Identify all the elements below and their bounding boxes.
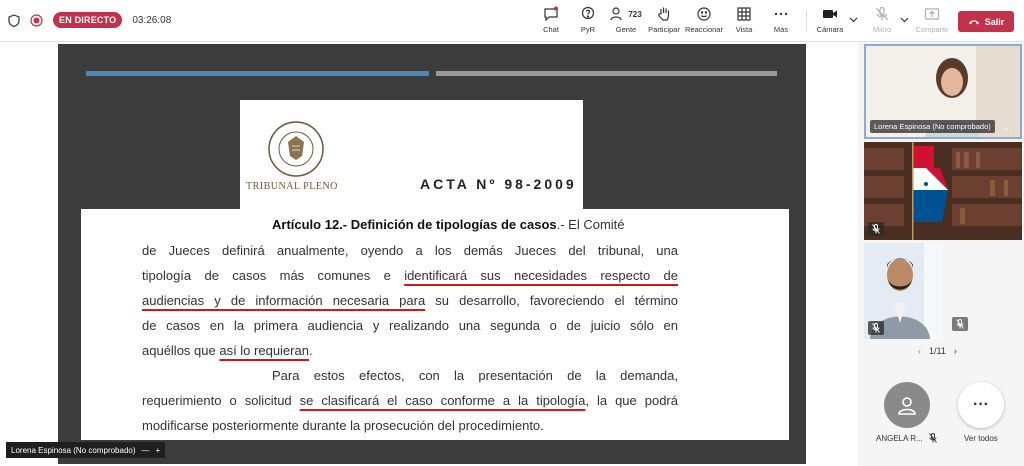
minimize-icon[interactable]: — — [141, 445, 150, 455]
person-icon — [896, 394, 918, 416]
doc-line-6: aquéllos que así lo requieran. — [142, 343, 313, 358]
qa-icon — [580, 6, 596, 22]
phone-hangup-icon — [968, 18, 980, 26]
slide-progress-bar — [86, 71, 429, 76]
record-icon — [30, 14, 43, 27]
page-indicator: 1/11 — [929, 346, 946, 356]
add-icon[interactable]: + — [155, 445, 161, 455]
people-button[interactable]: 723 Gente — [606, 6, 646, 38]
camera-icon — [822, 6, 838, 22]
more-icon — [773, 6, 789, 22]
view-all-button[interactable] — [958, 382, 1004, 428]
smile-icon — [696, 6, 712, 22]
chat-icon — [543, 6, 559, 22]
doc-line-8: requerimiento o solicitud se clasificará el caso conforme a la tipología, la que podrá — [142, 393, 678, 408]
court-seal-icon — [262, 120, 330, 178]
meeting-toolbar — [0, 0, 1024, 42]
chevron-down-icon[interactable] — [849, 17, 858, 23]
react-button[interactable]: Reaccionar — [684, 6, 724, 38]
doc-line-4: audiencias y de información necesaria para su desarrollo, favoreciendo el término — [142, 293, 678, 308]
mic-button[interactable]: Micro — [862, 6, 902, 38]
shield-icon — [8, 14, 20, 27]
live-badge: EN DIRECTO — [53, 12, 122, 28]
more-icon[interactable]: ··· — [1003, 123, 1012, 133]
chat-button[interactable]: Chat — [531, 6, 571, 38]
toolbar-divider — [806, 10, 807, 32]
doc-line-5: de casos en la primera audiencia y realizando una segunda o de juicio sólo en — [142, 318, 678, 333]
view-button[interactable]: Vista — [724, 6, 764, 38]
mic-off-icon — [929, 433, 937, 443]
qa-button[interactable]: PyR — [568, 6, 608, 38]
mic-icon — [874, 6, 890, 22]
mic-off-icon — [868, 321, 884, 335]
share-button[interactable]: Compartir — [912, 6, 952, 38]
participant-tile[interactable] — [864, 243, 942, 339]
chevron-down-icon[interactable] — [900, 17, 909, 23]
doc-line-7: Para estos efectos, con la presentación de la demanda, — [272, 368, 678, 383]
tribunal-label: TRIBUNAL PLENO — [246, 181, 338, 192]
meeting-timer: 03:26:08 — [132, 14, 172, 26]
participant-name: Lorena Espinosa (No comprobado) — [870, 120, 995, 133]
slide-progress-track — [436, 71, 777, 76]
mic-off-icon — [952, 317, 968, 331]
doc-line-3: tipología de casos más comunes e identificará sus necesidades respecto de — [142, 268, 678, 283]
avatar-name: ANGELA R... — [876, 434, 923, 443]
camera-button[interactable]: Cámara — [810, 6, 850, 38]
mic-off-icon — [868, 222, 884, 236]
more-icon: ··· — [973, 396, 989, 413]
doc-line-9: modificarse posteriormente durante la prosecución del procedimiento. — [142, 418, 544, 433]
share-icon — [924, 6, 940, 22]
people-count: 723 — [628, 9, 642, 19]
hand-icon — [656, 6, 672, 22]
doc-line-1: Artículo 12.- Definición de tipologías de casos.- El Comité — [272, 217, 625, 232]
view-all-label: Ver todos — [964, 434, 998, 443]
participants-pager — [918, 346, 957, 356]
participant-tile[interactable] — [864, 142, 1022, 240]
more-button[interactable]: Más — [761, 6, 801, 38]
people-icon — [610, 6, 626, 22]
leave-button[interactable]: Salir — [958, 11, 1014, 32]
participant-tile[interactable] — [864, 44, 1022, 139]
chevron-right-icon[interactable]: › — [953, 346, 957, 356]
presenter-name-tag: Lorena Espinosa (No comprobado) — + — [6, 442, 165, 458]
chevron-left-icon[interactable]: ‹ — [918, 346, 921, 356]
acta-number: ACTA Nº 98-2009 — [420, 176, 577, 192]
avatar[interactable] — [884, 382, 930, 428]
grid-icon — [736, 6, 752, 22]
doc-line-2: de Jueces definirá anualmente, oyendo a los demás Jueces del tribunal, una — [142, 243, 678, 258]
participant-video — [864, 142, 1022, 240]
raise-hand-button[interactable]: Participar — [644, 6, 684, 38]
